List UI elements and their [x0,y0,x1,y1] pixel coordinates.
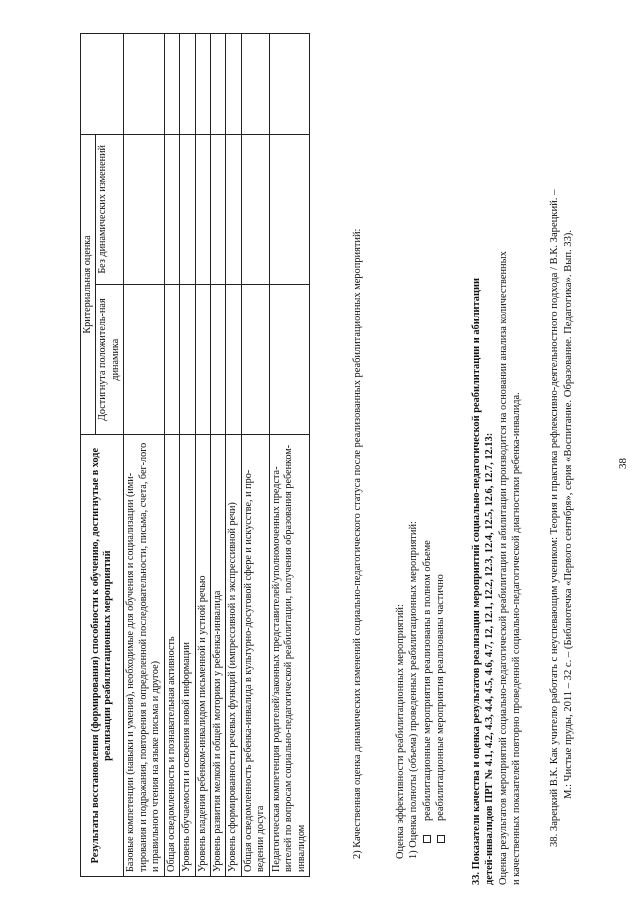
section-33 [470,35,523,885]
cell-positive[interactable] [195,285,210,435]
reference-line-2: М.: Чистые пруды, 2011 – 32 с. – (Библиотечка «Первого сентября», серия «Воспитание. Образование. Педагогика». Вып. 33). [562,229,574,799]
header-no-dynamics: Без динамических изменений [96,134,124,284]
table-row [241,34,269,877]
cell-extra[interactable] [124,34,164,135]
cell-none[interactable] [210,134,225,284]
cell-positive[interactable] [269,285,309,435]
cell-extra[interactable] [180,34,195,135]
table-row [269,34,309,877]
cell-positive[interactable] [180,285,195,435]
row-label: Базовые компетенции (навыки и умения), необходимые для обучения и социализации (ими-тирования и подражания, повторения в определенной последовательности, письма, счета, бег-лого и правильного чтения на языке письма и другое) [124,435,164,877]
qualitative-assessment-title: 2) Качественная оценка динамических изменений социально-педагогического статуса после реализованных реабилитационных мероприятий: [352,228,363,859]
cell-extra[interactable] [164,34,179,135]
results-table [80,33,310,877]
effectiveness-title: Оценка эффективности реабилитационных мероприятий: [395,604,406,859]
option-full-label: реабилитационные мероприятия реализованы в полном объеме [421,540,433,821]
cell-extra[interactable] [195,34,210,135]
table-row [195,34,210,877]
checkbox-full[interactable] [423,835,431,843]
row-label: Общая осведомленность и познавательная активность [164,435,179,877]
cell-extra[interactable] [226,34,241,135]
header-positive-dynamics: Достигнута положитель-ная динамика [96,285,124,435]
row-label: Педагогическая компетенция родителей/законных представителей/уполномоченных предста-вителей по вопросам социально-педагогической реабилитации, получения образования ребенком-инвалидом [269,435,309,877]
cell-extra[interactable] [269,34,309,135]
cell-positive[interactable] [164,285,179,435]
cell-positive[interactable] [241,285,269,435]
option-full [421,39,434,859]
effectiveness-block [394,39,447,859]
cell-positive[interactable] [210,285,225,435]
cell-none[interactable] [226,134,241,284]
section-body-line-2: и качественных показателей повторно проведенной социально-педагогической диагностики ребенка-инвалида. [510,392,522,885]
table-row [180,34,195,877]
header-criteria: Критериальная оценка [81,134,96,435]
row-label: Уровень обучаемости и освоения новой информации [180,435,195,877]
reference-line-1: 38. Зарецкий В.К. Как учителю работать с неуспевающим учеником: Теория и практика рефлексивно-деятельностного подхода / В.К. Зарецкий. – [549,189,560,847]
section-heading-line-1: 33. Показатели качества и оценка результатов реализации мероприятий социально-педагогической реабилитации и абилитации [471,278,482,885]
cell-extra[interactable] [210,34,225,135]
cell-none[interactable] [124,134,164,284]
page-number: 38 [617,458,629,469]
table-row [124,34,164,877]
section-heading-line-2: детей-инвалидов ПРГ № 4.1, 4.2, 4.3, 4.4, 4.5, 4.6, 4.7, 12, 12.1, 12.2, 12.3, 12.4, 12.5, 12.6, 12.7, 12.13: [484,432,496,885]
header-results: Результаты восстановления (формирования) способности к обучению, достигнутые в ходе реализации реабилитационных мероприятий [81,435,124,877]
section-body-line-1: Оценка результатов мероприятий социально-педагогической реабилитации и абилитации производится на основании анализа количественных [497,251,509,885]
cell-none[interactable] [164,134,179,284]
header-empty [81,34,124,135]
table-header-row-1 [81,34,96,877]
table-row [164,34,179,877]
cell-none[interactable] [269,134,309,284]
cell-positive[interactable] [124,285,164,435]
cell-none[interactable] [241,134,269,284]
row-label: Общая осведомленность ребенка-инвалида в культурно-досуговой сфере и искусстве, и про-ведении досуга [241,435,269,877]
row-label: Уровень сформированности речевых функций (импрессивной и экспрессивной речи) [226,435,241,877]
checkbox-partial[interactable] [437,835,445,843]
cell-none[interactable] [180,134,195,284]
option-partial [434,39,447,859]
row-label: Уровень развития мелкой и общей моторики у ребенка-инвалида [210,435,225,877]
table-row [210,34,225,877]
cell-none[interactable] [195,134,210,284]
cell-extra[interactable] [241,34,269,135]
table-row [226,34,241,877]
reference-entry [548,37,575,847]
effectiveness-item-1: 1) Оценка полноты (объема) проведенных реабилитационных мероприятий: [408,521,420,859]
option-partial-label: реабилитационные мероприятия реализованы частично [434,574,446,821]
cell-positive[interactable] [226,285,241,435]
row-label: Уровень владения ребенком-инвалидом письменной и устной речью [195,435,210,877]
